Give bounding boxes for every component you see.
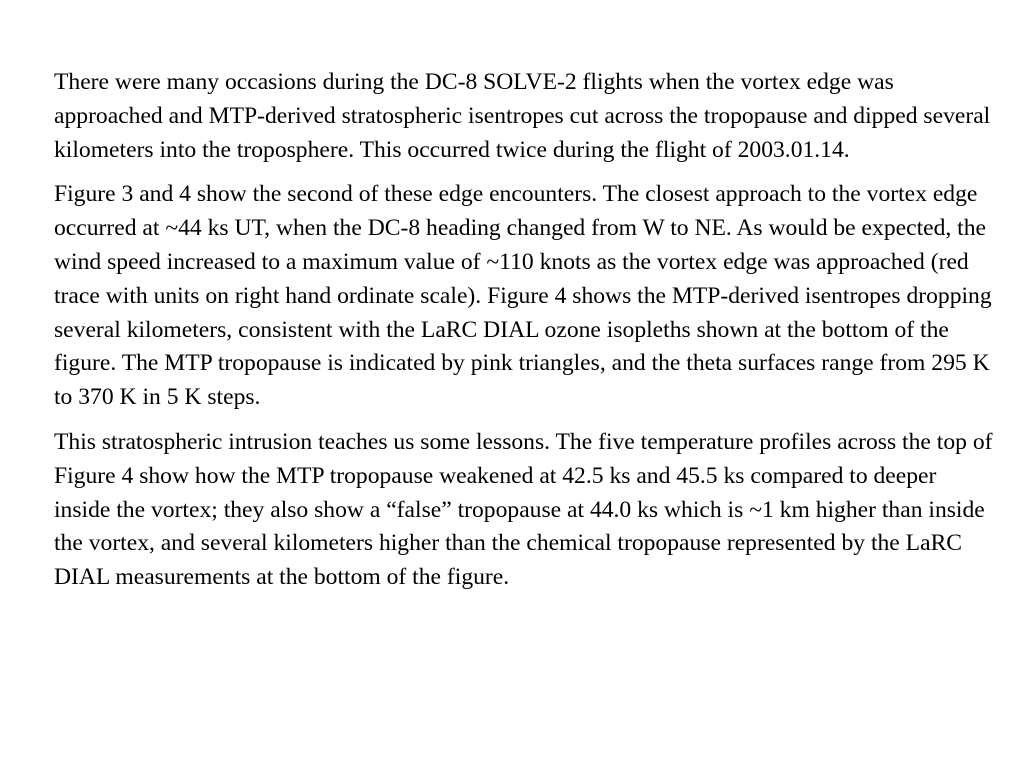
paragraph-intrusion-lessons: This stratospheric intrusion teaches us some lessons. The five temperature profiles across the top of Figure 4 show how the MTP tropopause weakened at 42.5 ks and 45.5 ks compared to deeper inside the vortex; they also show a “false” tropopause at 44.0 ks which is ~1 km higher than inside the vortex, and several kilometers higher than the chemical tropopause represented by the LaRC DIAL measurements at the bottom of the figure. [54,428,993,591]
document-body [54,66,994,606]
paragraph-vortex-edge-occasions: There were many occasions during the DC-8 SOLVE-2 flights when the vortex edge was approached and MTP-derived stratospheric isentropes cut across the tropopause and dipped several kilometers into the troposphere. This occurred twice during the flight of 2003.01.14. [54,69,991,163]
paragraph-edge-encounter: Figure 3 and 4 show the second of these edge encounters. The closest approach to the vortex edge occurred at ~44 ks UT, when the DC-8 heading changed from W to NE. As would be expected, the wind speed increased to a maximum value of ~110 knots as the vortex edge was approached (red trace with units on right hand ordinate scale). Figure 4 shows the MTP-derived isentropes dropping several kilometers, consistent with the LaRC DIAL ozone isopleths shown at the bottom of the figure. The MTP tropopause is indicated by pink triangles, and the theta surfaces range from 295 K to 370 K in 5 K steps. [54,181,992,411]
